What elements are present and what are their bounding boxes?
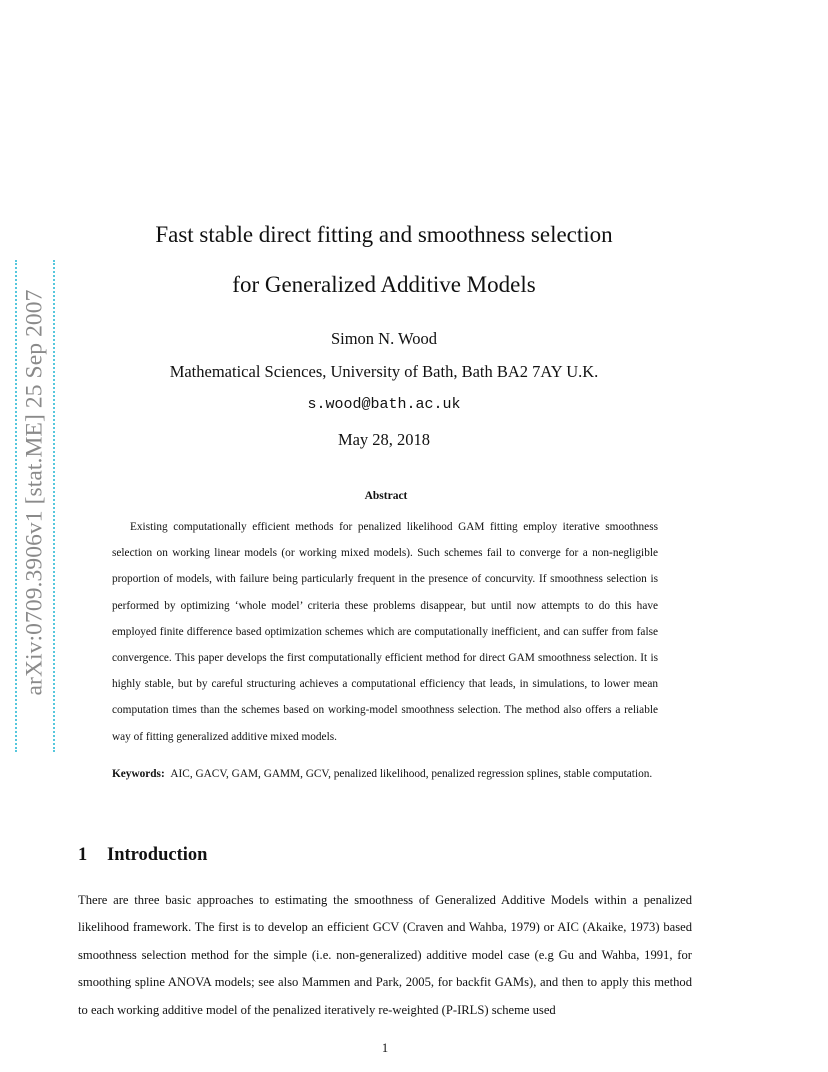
abstract-heading: Abstract (364, 490, 408, 502)
introduction-paragraph: There are three basic approaches to estimating the smoothness of Generalized Additive Models within a penalized likelihood framework. The first is to develop an efficient GCV (Craven and Wahba, 1979) or AIC (Akaike, 1973) based smoothness selection method for the simple (i.e. non-generalized) additive model case (e.g Gu and Wahba, 1991, for smoothing spline ANOVA models; see also Mammen and Park, 2005, for backfit GAMs), and then to apply this method to each working additive model of the penalized iteratively re-weighted (P-IRLS) scheme used (78, 893, 692, 1017)
section-title: Introduction (107, 845, 208, 865)
author-affiliation: Mathematical Sciences, University of Bath, Bath BA2 7AY U.K. (169, 362, 599, 381)
paper-title-line-2: for Generalized Additive Models (232, 272, 536, 297)
keywords-label: Keywords: (112, 768, 165, 780)
section-heading-introduction (78, 845, 207, 866)
author-email[interactable]: s.wood@bath.ac.uk (307, 396, 461, 413)
paper-date: May 28, 2018 (337, 430, 431, 449)
author-name: Simon N. Wood (330, 329, 438, 348)
page-number: 1 (381, 1041, 389, 1055)
paper-title-line-1: Fast stable direct fitting and smoothness selection (155, 222, 613, 247)
keywords-text: AIC, GACV, GAM, GAMM, GCV, penalized likelihood, penalized regression splines, stable computation. (170, 768, 653, 780)
keywords (112, 761, 658, 787)
arxiv-identifier[interactable]: arXiv:0709.3906v1 [stat.ME] 25 Sep 2007 (21, 289, 48, 695)
abstract-text: Existing computationally efficient methods for penalized likelihood GAM fitting employ iterative smoothness selection on working linear models (or working mixed models). Such schemes fail to converge for a non-negligible proportion of models, with failure being particularly frequent in the presence of concurvity. If smoothness selection is performed by optimizing ‘whole model’ criteria these problems disappear, but until now attempts to do this have employed finite difference based optimization schemes which are computationally inefficient, and can suffer from false convergence. This paper develops the first computationally efficient method for direct GAM smoothness selection. It is highly stable, but by careful structuring achieves a computational efficiency that leads, in simulations, to lower mean computation times than the schemes based on working-model smoothness selection. The method also offers a reliable way of fitting generalized additive mixed models. (112, 521, 658, 743)
section-number: 1 (78, 845, 88, 865)
